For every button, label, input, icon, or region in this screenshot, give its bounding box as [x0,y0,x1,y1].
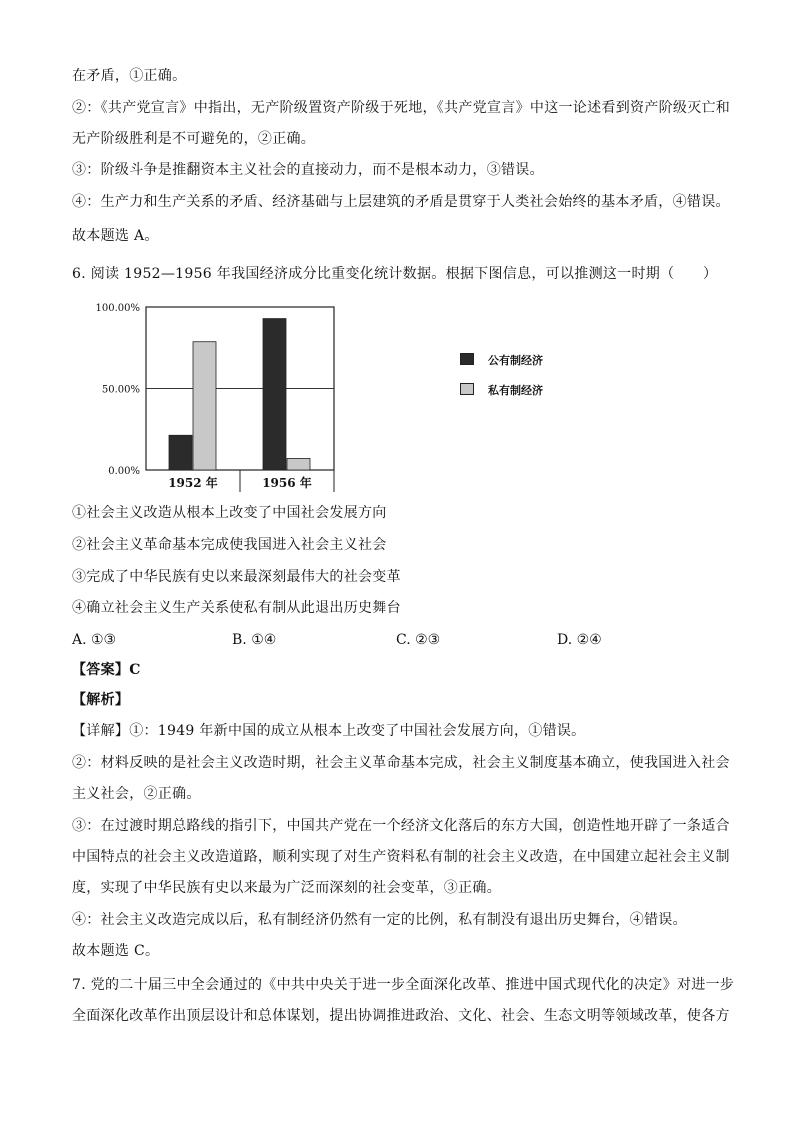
bar [263,319,286,470]
legend-label-private: 私有制经济 [488,384,543,397]
y-tick-label: 50.00% [101,384,140,396]
analysis-line-5: 中国特点的社会主义改造道路，顺利实现了对生产资料私有制的社会主义改造，在中国建立起社会主义制 [72,849,730,865]
bar [193,342,216,470]
question-stem: 6. 阅读 1952—1956 年我国经济成分比重变化统计数据。根据下图信息，可以推测这一时期（ ） [72,266,718,282]
option-b: B. ①④ [232,632,277,648]
answer-label: 【答案】C [72,662,141,678]
x-tick-label: 1952 年 [168,476,218,490]
statement-4: ④确立社会主义生产关系使私有制从此退出历史舞台 [72,600,401,616]
analysis-line-6: 度，实现了中华民族有史以来最为广泛而深刻的社会变革，③正确。 [72,880,501,896]
analysis-line-3: 主义社会，②正确。 [72,786,201,802]
economy-bar-chart [88,295,543,495]
option-a: A. ①③ [72,632,117,648]
bar [287,458,310,470]
text-line-5: ④：生产力和生产关系的矛盾、经济基础与上层建筑的矛盾是贯穿于人类社会始终的基本矛盾，④错误。 [72,194,730,210]
bar [169,435,192,470]
analysis-line-2: ②：材料反映的是社会主义改造时期，社会主义革命基本完成，社会主义制度基本确立，使我国进入社会 [72,755,730,771]
analysis-line-8: 故本题选 C。 [72,943,160,959]
analysis-label: 【解析】 [72,692,130,708]
next-question-line-1: 7. 党的二十届三中全会通过的《中共中央关于进一步全面深化改革、推进中国式现代化的决定》对进一步 [72,977,735,993]
analysis-line-1: 【详解】①：1949 年新中国的成立从根本上改变了中国社会发展方向，①错误。 [72,723,586,739]
text-line-1: 在矛盾，①正确。 [72,68,187,84]
option-c: C. ②③ [396,632,441,648]
x-tick-label: 1956 年 [262,476,312,490]
statement-3: ③完成了中华民族有史以来最深刻最伟大的社会变革 [72,569,401,585]
y-tick-label: 0.00% [108,466,140,477]
y-tick-label: 100.00% [95,303,140,314]
legend-label-public: 公有制经济 [488,354,543,367]
analysis-line-4: ③：在过渡时期总路线的指引下，中国共产党在一个经济文化落后的东方大国，创造性地开辟了一条适合 [72,818,730,834]
next-question-line-2: 全面深化改革作出顶层设计和总体谋划，提出协调推进政治、文化、社会、生态文明等领域改革，使各方 [72,1008,730,1024]
text-line-6: 故本题选 A。 [72,228,159,244]
legend-swatch-public [460,353,474,365]
text-line-3: 无产阶级胜利是不可避免的，②正确。 [72,131,316,147]
statement-1: ①社会主义改造从根本上改变了中国社会发展方向 [72,505,387,521]
statement-2: ②社会主义革命基本完成使我国进入社会主义社会 [72,537,387,553]
text-line-2: ②：《共产党宣言》中指出，无产阶级置资产阶级于死地，《共产党宣言》中这一论述看到资产阶级灭亡和 [72,100,731,116]
legend-swatch-private [460,383,474,395]
analysis-line-7: ④：社会主义改造完成以后，私有制经济仍然有一定的比例，私有制没有退出历史舞台，④错误。 [72,912,687,928]
text-line-4: ③：阶级斗争是推翻资本主义社会的直接动力，而不是根本动力，③错误。 [72,162,544,178]
chart-svg [88,295,488,495]
option-d: D. ②④ [557,632,602,648]
